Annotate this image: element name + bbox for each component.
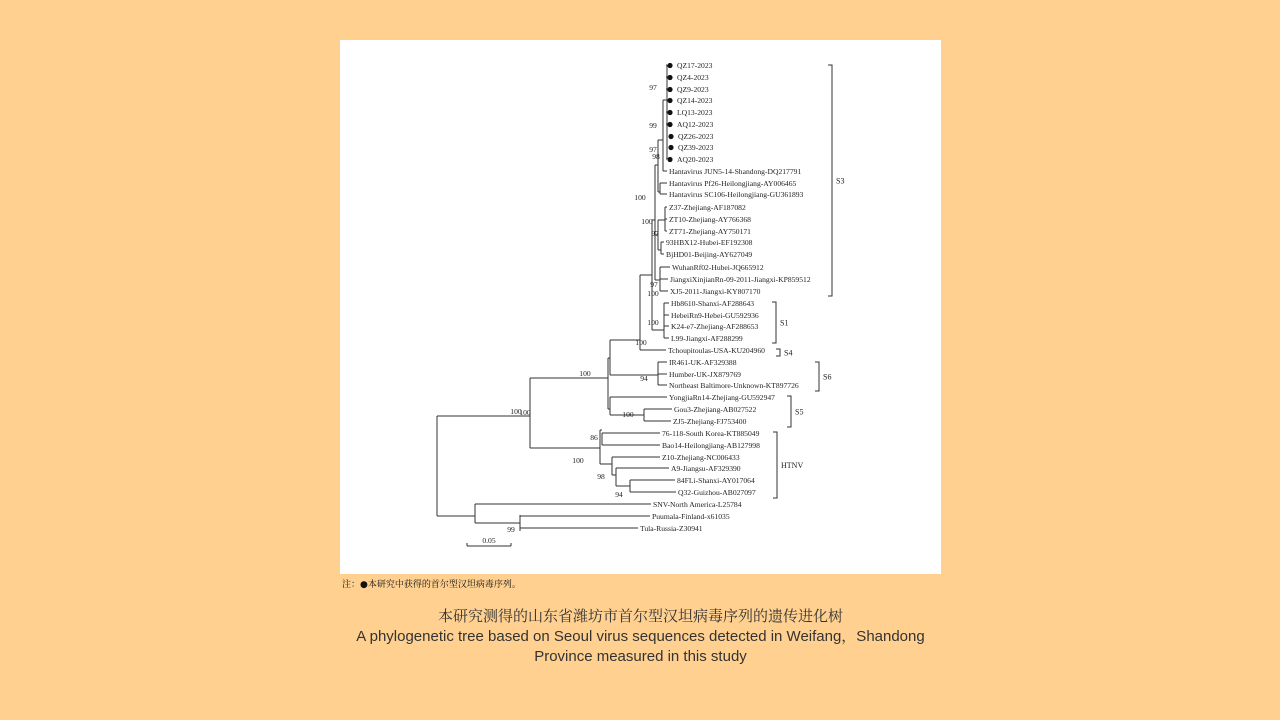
leaf-label: XJ5-2011-Jiangxi-KY807170	[670, 287, 761, 296]
bootstrap-value: 99	[649, 121, 657, 130]
leaf-label: 76-118-South Korea-KT885049	[662, 429, 760, 438]
study-sequence-marker	[667, 122, 672, 127]
bootstrap-value: 100	[634, 193, 646, 202]
leaf-label: QZ9-2023	[677, 85, 709, 94]
leaf-label: Hantavirus Pf26-Heilongjiang-AY006465	[669, 179, 797, 188]
leaf-label: Q32-Guizhou-AB027097	[678, 488, 756, 497]
scale-bar	[467, 536, 511, 546]
leaf-label: WuhanRf02-Hubei-JQ665912	[672, 263, 764, 272]
bootstrap-value: 94	[615, 490, 623, 499]
bootstrap-value: 97	[649, 83, 657, 92]
tree-branches	[437, 65, 676, 531]
clade-label: S6	[823, 372, 832, 382]
bootstrap-value: 97	[649, 145, 657, 154]
leaf-label: Gou3-Zhejiang-AB027522	[674, 405, 757, 414]
leaf-label: Puumala-Finland-x61035	[652, 512, 730, 521]
leaf-label: Northeast Baltimore-Unknown-KT897726	[669, 381, 799, 390]
bootstrap-value: 86	[590, 433, 598, 442]
leaf-label: 84FLi-Shanxi-AY017064	[677, 476, 755, 485]
clade-bracket	[787, 396, 791, 427]
bootstrap-value: 100	[519, 408, 531, 417]
bootstrap-value: 100	[579, 369, 591, 378]
study-sequence-marker	[667, 87, 672, 92]
study-sequence-marker	[667, 110, 672, 115]
bootstrap-value: 100	[641, 217, 653, 226]
study-sequence-marker	[668, 145, 673, 150]
leaf-label: K24-e7-Zhejiang-AF288653	[671, 322, 759, 331]
leaf-label: HebeiRn9-Hebei-GU592936	[671, 311, 759, 320]
leaf-label: QZ17-2023	[677, 61, 713, 70]
clade-label: S5	[795, 407, 804, 417]
figure-panel	[340, 40, 941, 574]
caption-chinese: 本研究测得的山东省潍坊市首尔型汉坦病毒序列的遗传进化树	[437, 607, 843, 625]
leaf-label: QZ14-2023	[677, 96, 713, 105]
leaf-label: A9-Jiangsu-AF329390	[671, 464, 741, 473]
clade-label: S4	[784, 348, 793, 358]
figure-note: 注：●本研究中获得的首尔型汉坦病毒序列。	[342, 580, 521, 590]
leaf-label: ZJ5-Zhejiang-FJ753400	[673, 417, 747, 426]
leaf-label: Tchoupitoulas-USA-KU204960	[668, 346, 765, 355]
study-sequence-marker	[667, 63, 672, 68]
leaf-label: Tula-Russia-Z30941	[640, 524, 703, 533]
leaf-label: L99-Jiangxi-AF288299	[671, 334, 743, 343]
bootstrap-value: 98	[597, 472, 605, 481]
leaf-label: Hantavirus JUN5-14-Shandong-DQ217791	[669, 167, 802, 176]
clade-bracket	[773, 432, 777, 498]
clade-label: S3	[836, 176, 845, 186]
bootstrap-value: 100	[647, 289, 659, 298]
leaf-label: QZ39-2023	[678, 143, 714, 152]
phylogenetic-tree	[340, 40, 941, 574]
leaf-label: Bao14-Heilongjiang-AB127998	[662, 441, 760, 450]
leaf-label: SNV-North America-L25784	[653, 500, 742, 509]
leaf-label: LQ13-2023	[677, 108, 713, 117]
study-sequence-marker	[667, 98, 672, 103]
leaf-label: BjHD01-Beijing-AY627049	[666, 250, 753, 259]
bootstrap-value: 94	[640, 374, 648, 383]
clade-bracket	[776, 349, 780, 356]
bootstrap-value: 98	[652, 152, 660, 161]
study-sequence-marker	[667, 157, 672, 162]
clade-label: HTNV	[781, 461, 804, 470]
bootstrap-value: 97	[650, 280, 658, 289]
leaf-label: Hantavirus SC106-Heilongjiang-GU361893	[669, 190, 804, 199]
leaf-label: IR461-UK-AF329388	[669, 358, 737, 367]
leaf-label: QZ4-2023	[677, 73, 709, 82]
bootstrap-value: 100	[510, 407, 522, 416]
bootstrap-value: 100	[647, 318, 659, 327]
leaf-label: Hb8610-Shanxi-AF288643	[671, 299, 755, 308]
clade-bracket	[772, 302, 776, 343]
leaf-label: 93HBX12-Hubei-EF192308	[666, 238, 753, 247]
bootstrap-value: 97	[651, 229, 659, 238]
leaf-label: JiangxiXinjianRn-09-2011-Jiangxi-KP859512	[670, 275, 811, 284]
leaf-label: ZT10-Zhejiang-AY766368	[669, 215, 751, 224]
leaf-label: Z37-Zhejiang-AF187082	[669, 203, 746, 212]
leaf-label: QZ26-2023	[678, 132, 714, 141]
scale-bar-label: 0.05	[482, 536, 496, 545]
clade-label: S1	[780, 318, 789, 328]
bootstrap-value: 100	[572, 456, 584, 465]
study-sequence-marker	[668, 134, 673, 139]
leaf-label: Z10-Zhejiang-NC006433	[662, 453, 740, 462]
clade-bracket	[815, 362, 819, 391]
leaf-label: AQ12-2023	[677, 120, 714, 129]
bootstrap-value: 99	[507, 525, 515, 534]
bootstrap-value: 100	[622, 410, 634, 419]
clade-bracket	[828, 65, 832, 296]
leaf-label: AQ20-2023	[677, 155, 714, 164]
study-sequence-marker	[667, 75, 672, 80]
bootstrap-value: 100	[635, 338, 647, 347]
caption-english: A phylogenetic tree based on Seoul virus sequences detected in Weifang，Shandong Province measured in this study	[356, 628, 925, 665]
leaf-label: ZT71-Zhejiang-AY750171	[669, 227, 751, 236]
leaf-label: YongjiaRn14-Zhejiang-GU592947	[669, 393, 775, 402]
leaf-label: Humber-UK-JX879769	[669, 370, 741, 379]
